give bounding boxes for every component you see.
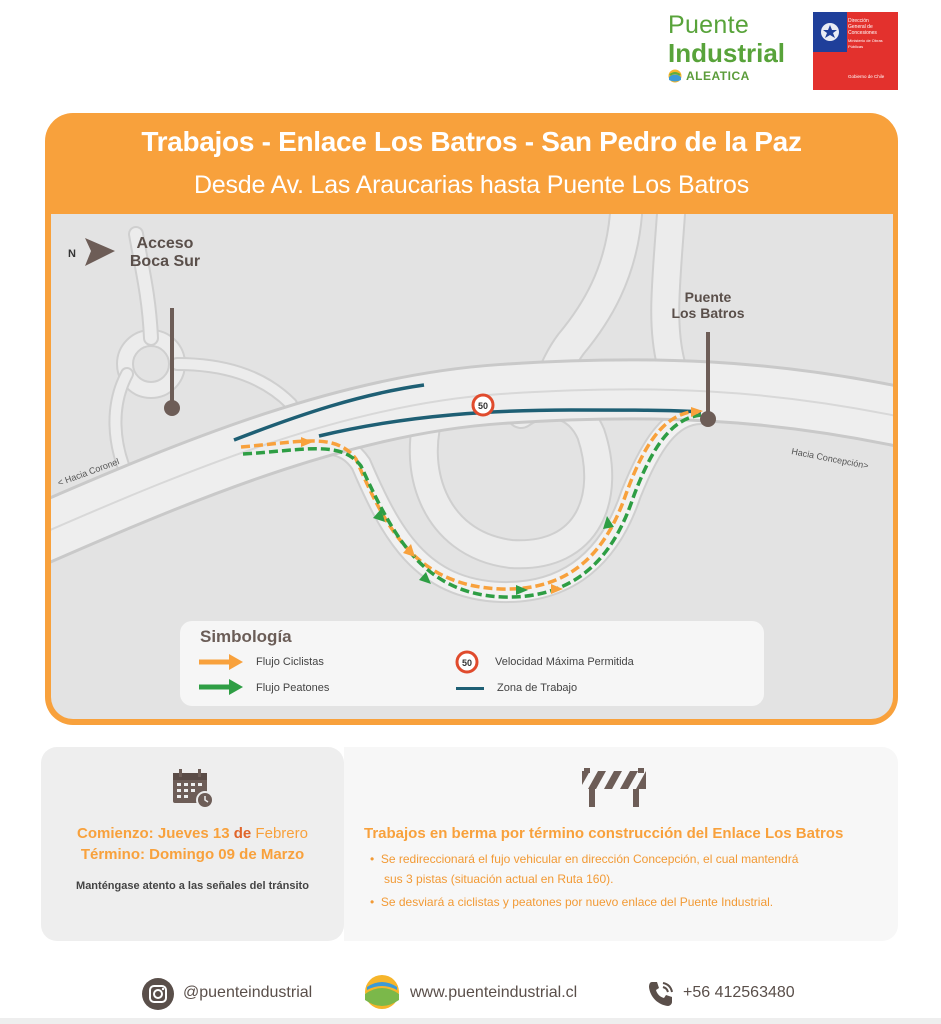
- page-title: Trabajos - Enlace Los Batros - San Pedro de la Paz: [141, 126, 802, 157]
- logo-line1: Puente: [668, 11, 750, 39]
- aleatica-icon: [668, 69, 682, 83]
- web-logo-icon[interactable]: [364, 974, 400, 1010]
- hacia-concepcion-label: Hacia Concepción>: [790, 446, 870, 471]
- gov-line-3: Concesiones: [848, 30, 877, 36]
- legend-peatones: Flujo Peatones: [256, 682, 330, 694]
- comienzo-de: de: [233, 825, 252, 842]
- comienzo-label: Comienzo: Jueves 13: [77, 825, 234, 842]
- phone-icon[interactable]: [646, 979, 676, 1009]
- schedule-note: Manténgase atento a las señales del tránsito: [76, 880, 309, 892]
- instagram-handle[interactable]: @puenteindustrial: [183, 984, 313, 1001]
- footer-bar: [0, 1018, 941, 1024]
- puente-marker: [700, 411, 716, 427]
- puente-los-batros-label: [658, 289, 758, 321]
- legend-speed-value: 50: [461, 658, 473, 668]
- works-bullet-1-cont: sus 3 pistas (situación actual en Ruta 160).: [384, 872, 614, 886]
- bullet-2-text: Se desviará a ciclistas y peatones por nuevo enlace del Puente Industrial.: [380, 895, 774, 909]
- website-link[interactable]: www.puenteindustrial.cl: [410, 984, 578, 1001]
- gov-text: [848, 18, 892, 50]
- bullet-1-text: Se redireccionará el fujo vehicular en dirección Concepción, el cual mantendrá: [380, 852, 799, 866]
- acceso-line1: Acceso: [136, 235, 194, 252]
- legend-zona-line: [456, 687, 484, 690]
- acceso-line2: Boca Sur: [129, 253, 201, 270]
- termino-date: Término: Domingo 09 de Marzo: [80, 846, 305, 863]
- legend-speed-icon: [455, 650, 479, 674]
- puente-line1: Puente: [684, 289, 732, 305]
- aleatica-label: ALEATICA: [686, 69, 750, 83]
- roadblock-icon: [582, 768, 646, 808]
- north-label: N: [68, 248, 76, 260]
- calendar-icon: [171, 768, 215, 810]
- works-bullet-2: • Se desviará a ciclistas y peatones por nuevo enlace del Puente Industrial.: [370, 895, 774, 909]
- gov-line-2: General de: [848, 24, 873, 30]
- hacia-coronel-label: < Hacia Coronel: [56, 456, 121, 488]
- phone-number[interactable]: +56 412563480: [683, 984, 795, 1001]
- legend-ciclistas: Flujo Ciclistas: [256, 656, 324, 668]
- works-title: Trabajos en berma por término construcción del Enlace Los Batros: [364, 825, 844, 842]
- puente-line2: Los Batros: [671, 305, 745, 321]
- puente-industrial-logo: [668, 12, 808, 92]
- instagram-icon[interactable]: [141, 977, 175, 1011]
- works-bullet-1: • Se redireccionará el fujo vehicular en dirección Concepción, el cual mantendrá: [370, 852, 799, 866]
- logo-line3: [668, 69, 808, 83]
- acceso-boca-sur-label: [115, 235, 215, 271]
- speed-limit-value: 50: [477, 401, 489, 411]
- north-arrow-icon: [85, 238, 115, 266]
- page-subtitle: Desde Av. Las Araucarias hasta Puente Los Batros: [193, 171, 750, 199]
- comienzo-rest: Febrero: [251, 825, 308, 842]
- gobierno-chile-logo: [813, 12, 898, 90]
- logo-line2: Industrial: [668, 38, 786, 68]
- gov-footer: Gobierno de Chile: [848, 74, 885, 79]
- legend-arrows: [197, 652, 245, 702]
- legend-zona: Zona de Trabajo: [497, 682, 578, 694]
- gov-line-1: Dirección: [848, 18, 869, 24]
- comienzo-date: [41, 825, 344, 842]
- boca-sur-marker: [164, 400, 180, 416]
- gov-sub: Ministerio de Obras Públicas: [848, 38, 883, 49]
- legend-title: Simbología: [200, 627, 292, 646]
- legend-velocidad: Velocidad Máxima Permitida: [495, 656, 634, 668]
